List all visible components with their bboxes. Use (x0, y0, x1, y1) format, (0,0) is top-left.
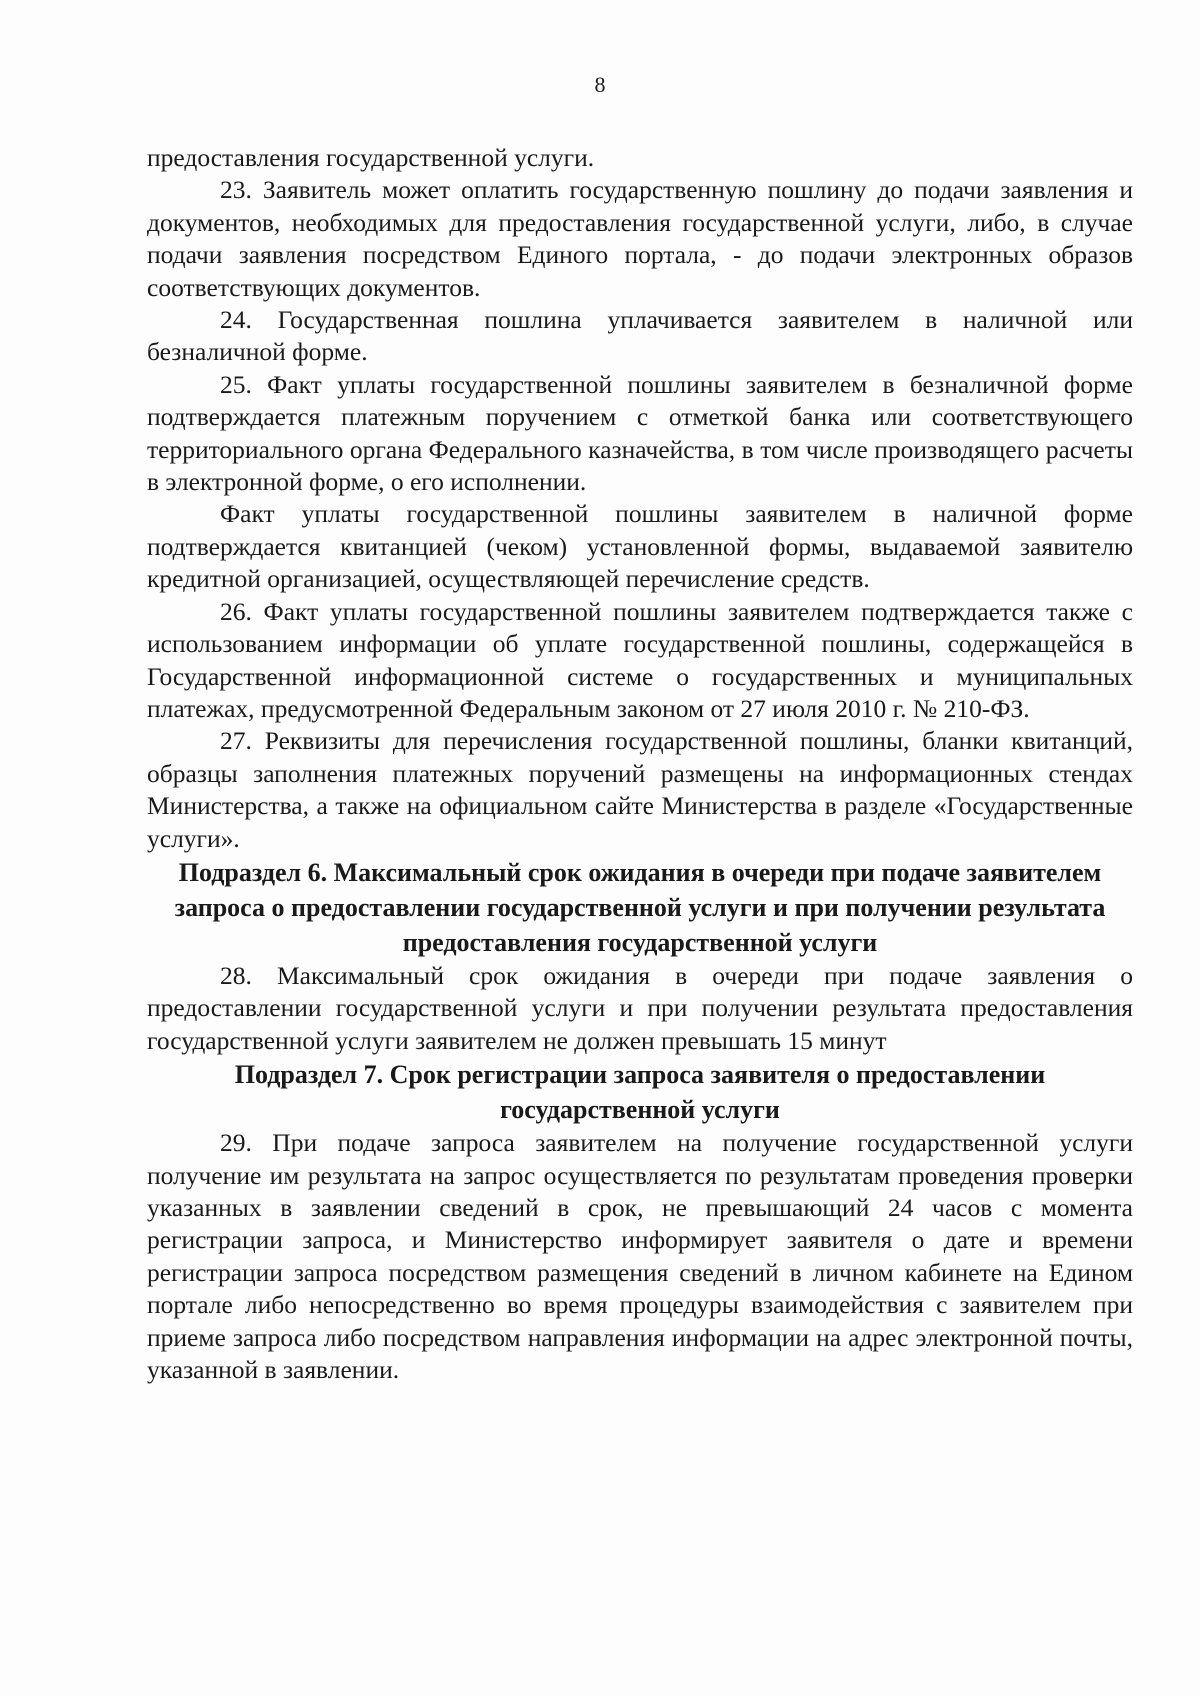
paragraph-28: 28. Максимальный срок ожидания в очереди при подаче заявления о предоставлении государственной услуги и при получении результата предоставления государственной услуги заявителем не должен превышать 15 минут (147, 960, 1133, 1055)
paragraph-26: 26. Факт уплаты государственной пошлины заявителем подтверждается также с использованием информации об уплате государственной пошлины, содержащейся в Государственной информационной системе о государственных и муниципальных платежах, предусмотренной Федеральным законом от 27 июля 2010 г. № 210-ФЗ. (147, 596, 1133, 723)
paragraph-continuation: предоставления государственной услуги. (147, 143, 595, 172)
document-body (147, 142, 1133, 1386)
paragraph-25-cash: Факт уплаты государственной пошлины заявителем в наличной форме подтверждается квитанцией (чеком) установленной формы, выдаваемой заявителю кредитной организацией, осуществляющей перечисление средств. (147, 499, 1133, 594)
paragraph-27: 27. Реквизиты для перечисления государственной пошлины, бланки квитанций, образцы заполнения платежных поручений размещены на информационных стендах Министерства, а также на официальном сайте Министерства в разделе «Государственные услуги». (147, 726, 1133, 853)
paragraph-23: 23. Заявитель может оплатить государственную пошлину до подачи заявления и документов, необходимых для предоставления государственной услуги, либо, в случае подачи заявления посредством Единого портала, - до подачи электронных образов соответствующих документов. (147, 175, 1133, 302)
section-heading-6: Подраздел 6. Максимальный срок ожидания в очереди при подаче заявителем запроса о предоставлении государственной услуги и при получении результата предоставления государственной услуги (174, 857, 1106, 957)
paragraph-25: 25. Факт уплаты государственной пошлины заявителем в безналичной форме подтверждается платежным поручением с отметкой банка или соответствующего территориального органа Федерального казначейства, в том числе производящего расчеты в электронной форме, о его исполнении. (147, 369, 1133, 497)
page-number: 8 (594, 72, 606, 97)
section-heading-7: Подраздел 7. Срок регистрации запроса заявителя о предоставлении государственной услуги (234, 1060, 1046, 1125)
paragraph-24: 24. Государственная пошлина уплачивается заявителем в наличной или безналичной форме. (147, 305, 1133, 367)
paragraph-29: 29. При подаче запроса заявителем на получение государственной услуги получение им результата на запрос осуществляется по результатам проведения проверки указанных в заявлении сведений в срок, не превышающий 24 часов с момента регистрации запроса, и Министерство информирует заявителя о дате и времени регистрации запроса посредством размещения сведений в личном кабинете на Едином портале либо непосредственно во время процедуры взаимодействия с заявителем при приеме запроса либо посредством направления информации на адрес электронной почты, указанной в заявлении. (147, 1128, 1133, 1384)
